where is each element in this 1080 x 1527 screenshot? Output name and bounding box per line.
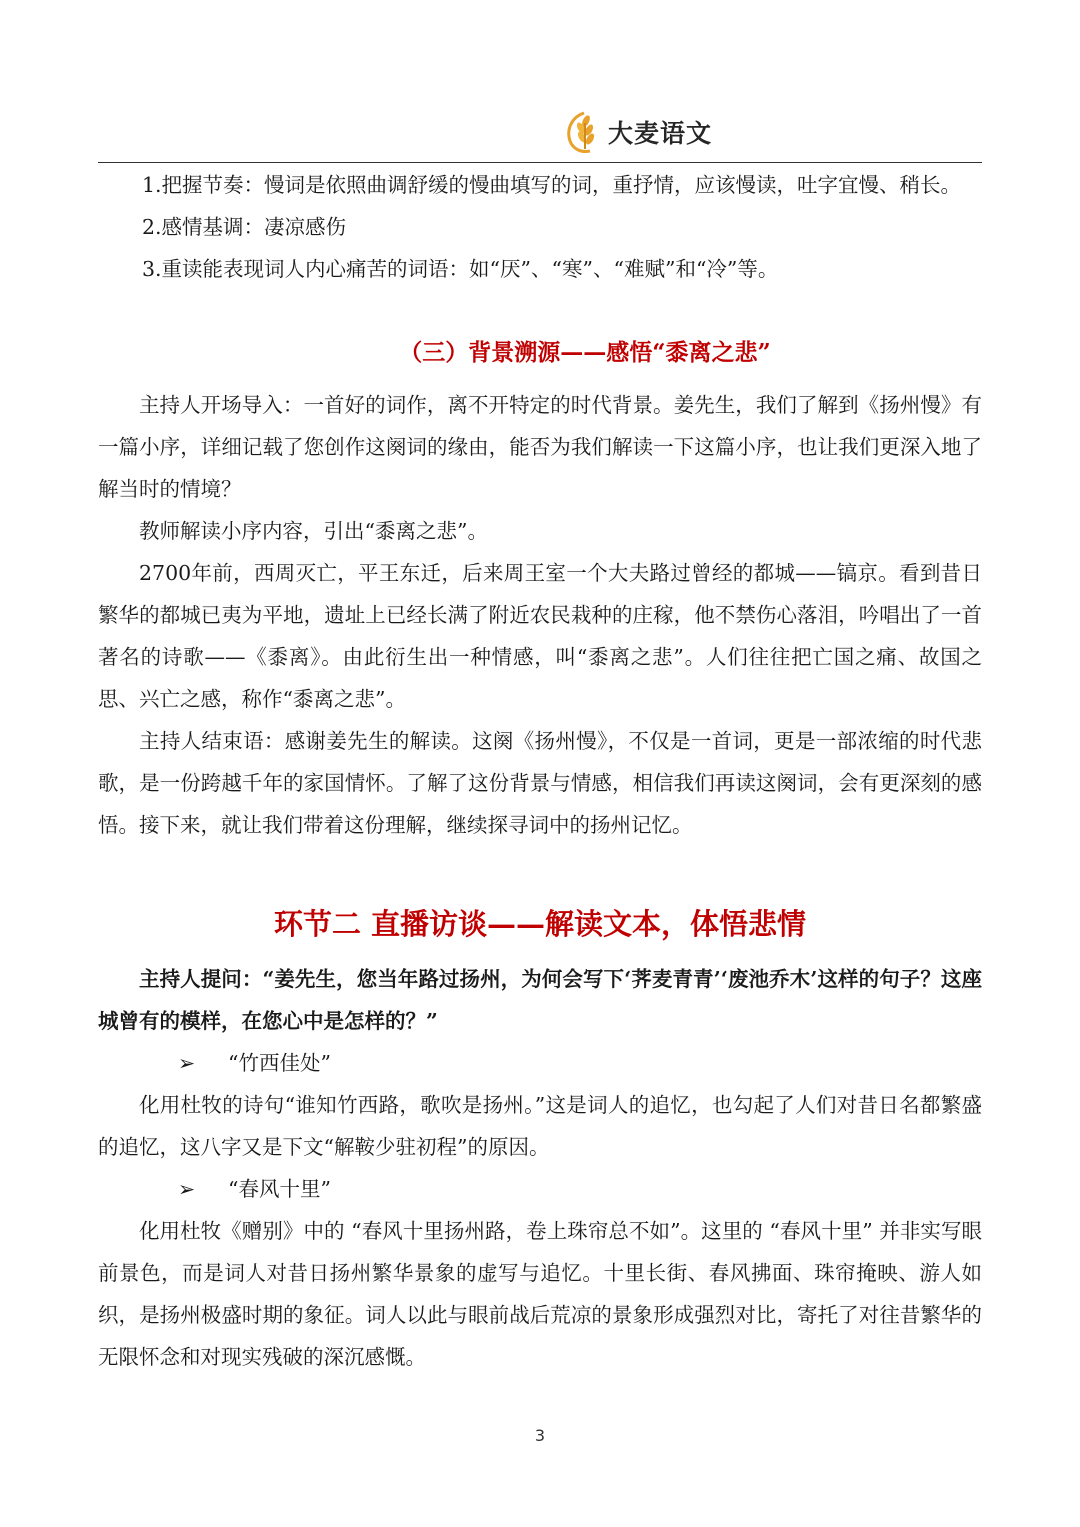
wheat-logo-icon <box>562 109 604 155</box>
teacher-interpretation-paragraph: 教师解读小序内容，引出“黍离之悲”。 <box>139 519 488 543</box>
host-intro-paragraph: 主持人开场导入：一首好的词作，离不开特定的时代背景。姜先生，我们了解到《扬州慢》有一篇小序，详细记载了您创作这阕词的缘由，能否为我们解读一下这篇小序，也让我们更深入地了解当时的情境？ <box>98 393 982 501</box>
bullet-title: “春风十里” <box>228 1177 331 1201</box>
arrow-bullet-icon: ➢ <box>178 1051 196 1075</box>
brand-name: 大麦语文 <box>608 119 713 148</box>
arrow-bullet-icon: ➢ <box>178 1177 196 1201</box>
section-heading-link-two: 环节二 直播访谈——解读文本，体悟悲情 <box>273 907 807 941</box>
section-heading-background: （三）背景溯源——感悟“黍离之悲” <box>399 339 771 366</box>
page-content <box>98 164 982 1378</box>
reading-tip-3: 3.重读能表现词人内心痛苦的词语：如“厌”、“寒”、“难赋”和“冷”等。 <box>142 257 779 281</box>
bullet-item-chunfeng <box>98 1168 982 1210</box>
bullet-title: “竹西佳处” <box>228 1051 331 1075</box>
page-header <box>98 100 982 163</box>
bullet-item-zhuxi <box>98 1042 982 1084</box>
host-question: 主持人提问：“姜先生，您当年路过扬州，为何会写下‘荠麦青青’‘废池乔木’这样的句子？这座城曾有的模样，在您心中是怎样的？” <box>98 967 982 1033</box>
bullet-text-chunfeng: 化用杜牧《赠别》中的 “春风十里扬州路，卷上珠帘总不如”。这里的 “春风十里” 并非实写眼前景色，而是词人对昔日扬州繁华景象的虚写与追忆。十里长街、春风拂面、珠帘掩映、游人如织，是扬州极盛时期的象征。词人以此与眼前战后荒凉的景象形成强烈对比，寄托了对往昔繁华的无限怀念和对现实残破的深沉感慨。 <box>98 1219 982 1369</box>
bullet-text-zhuxi: 化用杜牧的诗句“谁知竹西路，歌吹是扬州。”这是词人的追忆，也勾起了人们对昔日名都繁盛的追忆，这八字又是下文“解鞍少驻初程”的原因。 <box>98 1093 982 1159</box>
reading-tip-2: 2.感情基调：凄凉感伤 <box>142 215 347 239</box>
page-number: 3 <box>534 1426 546 1445</box>
history-paragraph: 2700年前，西周灭亡，平王东迁，后来周王室一个大夫路过曾经的都城——镐京。看到昔日繁华的都城已夷为平地，遗址上已经长满了附近农民栽种的庄稼，他不禁伤心落泪，吟唱出了一首著名的诗歌——《黍离》。由此衍生出一种情感，叫“黍离之悲”。人们往往把亡国之痛、故国之思、兴亡之感，称作“黍离之悲”。 <box>98 561 982 711</box>
host-closing-paragraph: 主持人结束语：感谢姜先生的解读。这阕《扬州慢》，不仅是一首词，更是一部浓缩的时代悲歌，是一份跨越千年的家国情怀。了解了这份背景与情感，相信我们再读这阕词，会有更深刻的感悟。接下来，就让我们带着这份理解，继续探寻词中的扬州记忆。 <box>98 729 982 837</box>
brand <box>562 108 712 156</box>
reading-tip-1: 1.把握节奏：慢词是依照曲调舒缓的慢曲填写的词，重抒情，应该慢读，吐字宜慢、稍长。 <box>142 173 962 197</box>
